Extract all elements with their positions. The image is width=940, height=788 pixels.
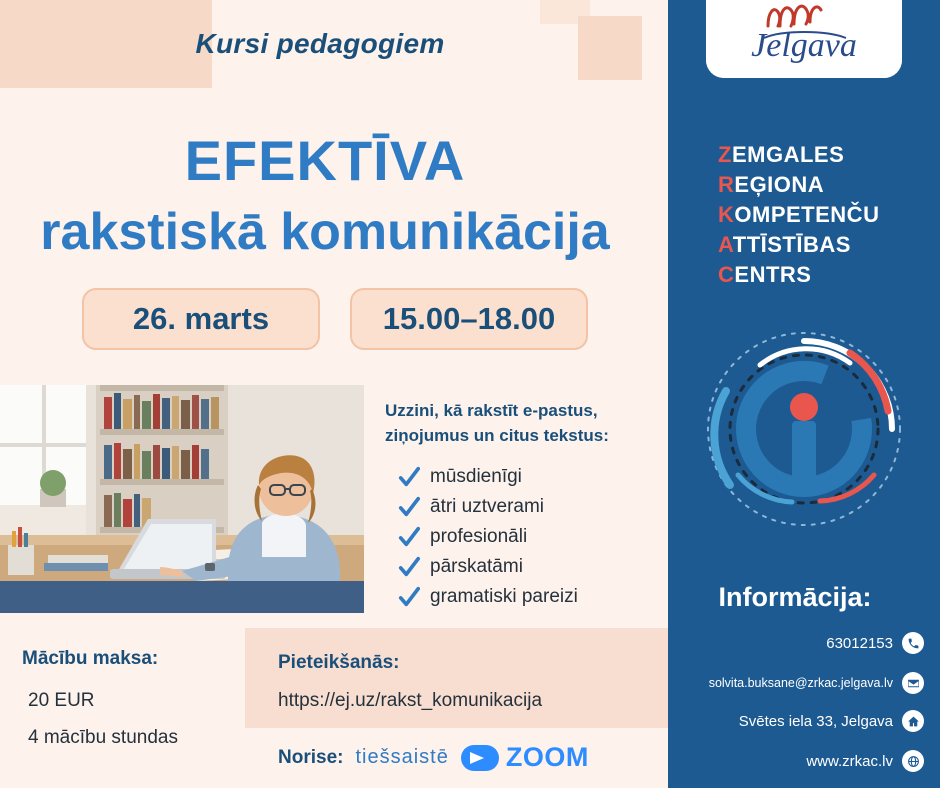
list-item: [398, 552, 668, 582]
list-item-label: profesionāli: [430, 526, 528, 547]
organisation-name: [718, 140, 879, 290]
list-item: [398, 492, 668, 522]
check-icon: [398, 556, 420, 578]
poster-kicker: Kursi pedagogiem: [195, 28, 445, 59]
course-photo: [0, 385, 364, 613]
registration-url[interactable]: https://ej.uz/rakst_komunikacija: [278, 690, 543, 711]
org-line-3: KOMPETENČU: [718, 202, 880, 227]
org-line-4: ATTĪSTĪBAS: [718, 232, 851, 257]
bullets-heading: [385, 398, 665, 448]
svg-text:Jelgava: Jelgava: [751, 27, 857, 64]
list-item: [398, 462, 668, 492]
home-icon: [902, 710, 924, 732]
video-camera-icon: [461, 745, 499, 771]
contact-email-text: solvita.buksane@zrkac.jelgava.lv: [708, 676, 893, 690]
list-item-label: ātri uztverami: [430, 496, 545, 517]
list-item: [398, 522, 668, 552]
list-item-label: mūsdienīgi: [430, 466, 522, 487]
fees-label: Mācību maksa:: [22, 648, 159, 669]
contact-website-text: www.zrkac.lv: [806, 752, 893, 770]
poster-title-line2: rakstiskā komunikācija: [40, 203, 610, 261]
check-icon: [398, 526, 420, 548]
fees-amount: 20 EUR: [28, 690, 95, 711]
contact-address-text: Svētes iela 33, Jelgava: [738, 712, 893, 730]
zoom-wordmark: ZOOM: [505, 742, 589, 772]
date-badge: 26. marts: [82, 288, 320, 350]
contact-website[interactable]: [668, 750, 940, 772]
org-line-5: CENTRS: [718, 262, 812, 287]
list-item-label: gramatiski pareizi: [430, 586, 578, 607]
bullets-heading-line2: ziņojumus un citus tekstus:: [385, 426, 609, 445]
zoom-logo: [461, 742, 589, 773]
globe-icon: [902, 750, 924, 772]
poster-title-line1: EFEKTĪVA: [184, 129, 466, 192]
time-badge: 15.00–18.00: [350, 288, 588, 350]
check-icon: [398, 466, 420, 488]
list-item-label: pārskatāmi: [430, 556, 523, 577]
jelgava-logo: [706, 0, 902, 78]
mode-value: tiešsaistē: [355, 746, 449, 768]
fees-hours: 4 mācību stundas: [28, 727, 178, 748]
registration-label: Pieteikšanās:: [278, 652, 400, 673]
list-item: [398, 582, 668, 612]
org-line-2: REĢIONA: [718, 172, 825, 197]
check-icon: [398, 496, 420, 518]
check-icon: [398, 586, 420, 608]
contact-phone-text: 63012153: [826, 634, 893, 652]
phone-icon: [902, 632, 924, 654]
mode-row: [278, 742, 589, 773]
contact-email[interactable]: [668, 672, 940, 694]
registration-block: [245, 628, 668, 728]
bullets-heading-line1: Uzzini, kā rakstīt e-pastus,: [385, 401, 598, 420]
zrkac-emblem-icon: [700, 325, 908, 538]
contact-phone[interactable]: [668, 632, 940, 654]
contact-address: [668, 710, 940, 732]
org-line-1: ZEMGALES: [718, 142, 845, 167]
mode-label: Norise:: [278, 746, 344, 768]
benefits-list: [398, 462, 668, 612]
contact-section-title: Informācija:: [718, 582, 872, 612]
email-icon: [902, 672, 924, 694]
